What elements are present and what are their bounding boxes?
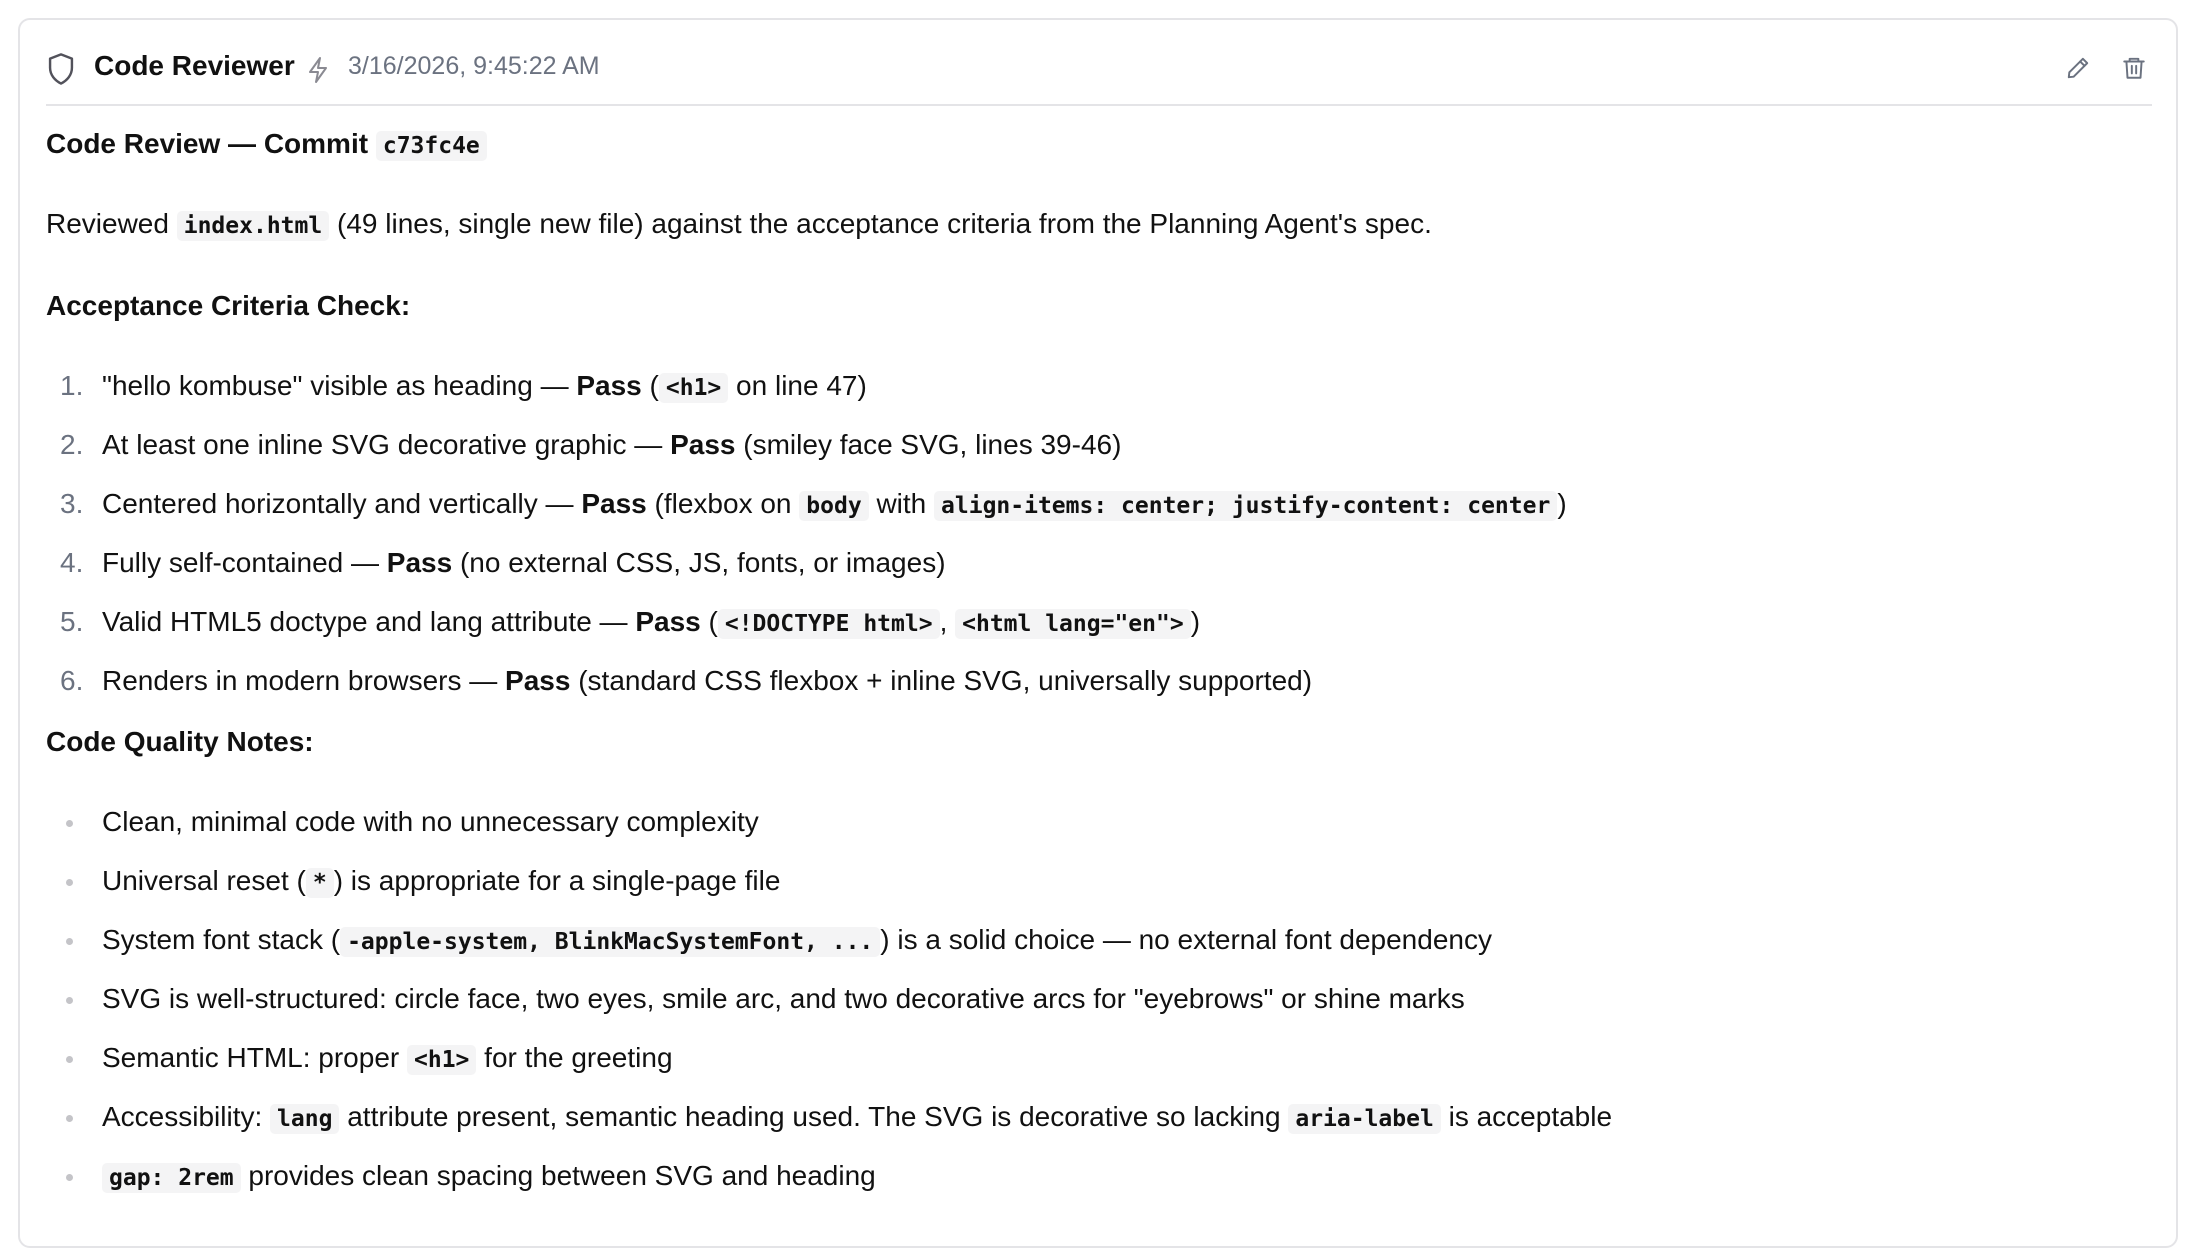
message-timestamp: 3/16/2026, 9:45:22 AM: [348, 52, 600, 80]
delete-button[interactable]: [2116, 50, 2152, 86]
trash-icon: [2121, 55, 2147, 81]
criteria-item: 4. Fully self-contained — Pass (no external CSS, JS, fonts, or images): [60, 547, 946, 578]
note-item: Clean, minimal code with no unnecessary complexity: [46, 802, 2136, 842]
criteria-item: 1. "hello kombuse" visible as heading — Pass ( <h1> on line 47): [60, 370, 867, 401]
review-title: Code Review — Commit c73fc4e: [46, 124, 2136, 164]
notes-list: [46, 802, 2136, 1196]
message-body: [46, 124, 2136, 1215]
note-item: gap: 2rem provides clean spacing between SVG and heading: [46, 1156, 2136, 1196]
file-name-code: index.html: [177, 211, 329, 241]
message-card: [18, 18, 2178, 1248]
pencil-icon: [2065, 55, 2091, 81]
criteria-item: 2. At least one inline SVG decorative graphic — Pass (smiley face SVG, lines 39-46): [60, 429, 1122, 460]
criteria-item: 6. Renders in modern browsers — Pass (standard CSS flexbox + inline SVG, universally supported): [60, 665, 1313, 696]
quality-heading: Code Quality Notes:: [46, 726, 314, 757]
note-item: Semantic HTML: proper <h1> for the greeting: [46, 1038, 2136, 1078]
review-intro: Reviewed index.html (49 lines, single new file) against the acceptance criteria from the Planning Agent's spec.: [46, 208, 1432, 239]
note-item: System font stack ( -apple-system, BlinkMacSystemFont, ... ) is a solid choice — no external font dependency: [46, 920, 2136, 960]
message-header: [20, 20, 2176, 106]
criteria-item: 5. Valid HTML5 doctype and lang attribute — Pass ( <!DOCTYPE html> , <html lang="en"> ): [60, 606, 1201, 637]
shield-icon: [46, 52, 76, 86]
note-item: SVG is well-structured: circle face, two eyes, smile arc, and two decorative arcs for "eyebrows" or shine marks: [46, 979, 2136, 1019]
criteria-list: [46, 366, 2136, 701]
commit-hash: c73fc4e: [376, 131, 487, 161]
agent-name: Code Reviewer: [94, 50, 295, 81]
note-item: Accessibility: lang attribute present, semantic heading used. The SVG is decorative so lacking aria-label is acceptable: [46, 1097, 2136, 1137]
note-item: Universal reset ( * ) is appropriate for a single-page file: [46, 861, 2136, 901]
edit-button[interactable]: [2060, 50, 2096, 86]
bolt-icon: [306, 56, 330, 84]
acceptance-heading: Acceptance Criteria Check:: [46, 290, 411, 321]
criteria-item: 3. Centered horizontally and vertically — Pass (flexbox on body with align-items: center; justify-content: center ): [60, 488, 1567, 519]
header-divider: [46, 104, 2152, 106]
